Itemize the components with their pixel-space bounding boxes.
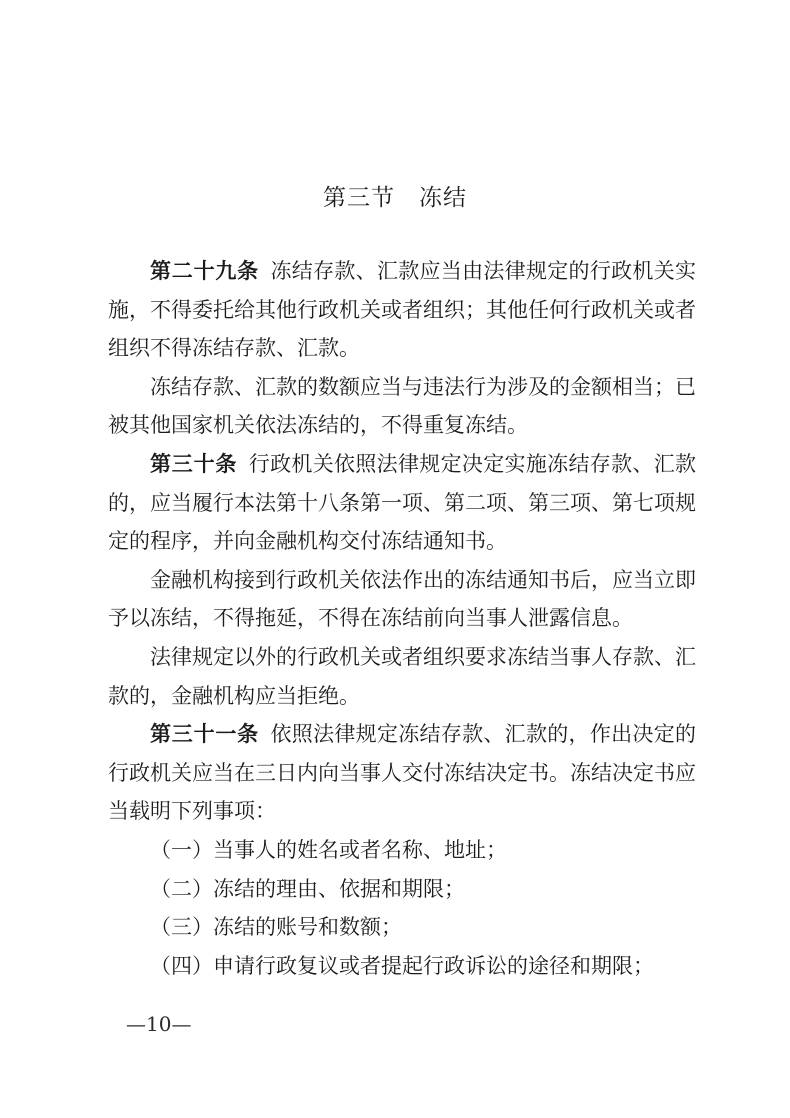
paragraph-article-29: [108, 252, 696, 368]
page-number: —10—: [126, 1012, 192, 1036]
article-number: 第三十一条: [150, 722, 259, 747]
paragraph-text: 冻结存款、汇款应当由法律规定的行政机关实施，不得委托给其他行政机关或者组织；其他任何行政机关或者组织不得冻结存款、汇款。: [108, 259, 697, 361]
paragraph: [108, 561, 696, 638]
list-item-2: [108, 870, 696, 909]
paragraph-text: 冻结存款、汇款的数额应当与违法行为涉及的金额相当；已被其他国家机关依法冻结的，不得重复冻结。: [108, 374, 696, 438]
list-item-1: [108, 831, 696, 870]
paragraph-text: 依照法律规定冻结存款、汇款的，作出决定的行政机关应当在三日内向当事人交付冻结决定书。冻结决定书应当载明下列事项：: [108, 722, 697, 824]
paragraph-article-30: [108, 445, 696, 561]
paragraph: [108, 638, 696, 715]
list-item-3: [108, 908, 696, 947]
paragraph-text: 行政机关依照法律规定决定实施冻结存款、汇款的，应当履行本法第十八条第一项、第二项、第三项、第七项规定的程序，并向金融机构交付冻结通知书。: [108, 451, 697, 554]
document-body: [108, 252, 696, 985]
section-title: 第三节 冻结: [323, 185, 467, 211]
article-number: 第二十九条: [150, 259, 259, 283]
list-item-4: [108, 947, 696, 986]
paragraph-text: （四）申请行政复议或者提起行政诉讼的途径和期限；: [150, 953, 654, 978]
paragraph-article-31: [108, 715, 696, 831]
paragraph-text: （一）当事人的姓名或者名称、地址；: [150, 837, 507, 862]
article-number: 第三十条: [150, 451, 238, 476]
paragraph-text: （三）冻结的账号和数额；: [150, 915, 402, 940]
paragraph-text: （二）冻结的理由、依据和期限；: [150, 876, 465, 901]
paragraph-text: 金融机构接到行政机关依法作出的冻结通知书后，应当立即予以冻结，不得拖延，不得在冻结前向当事人泄露信息。: [108, 567, 696, 631]
paragraph: [108, 368, 696, 445]
paragraph-text: 法律规定以外的行政机关或者组织要求冻结当事人存款、汇款的，金融机构应当拒绝。: [108, 644, 696, 708]
